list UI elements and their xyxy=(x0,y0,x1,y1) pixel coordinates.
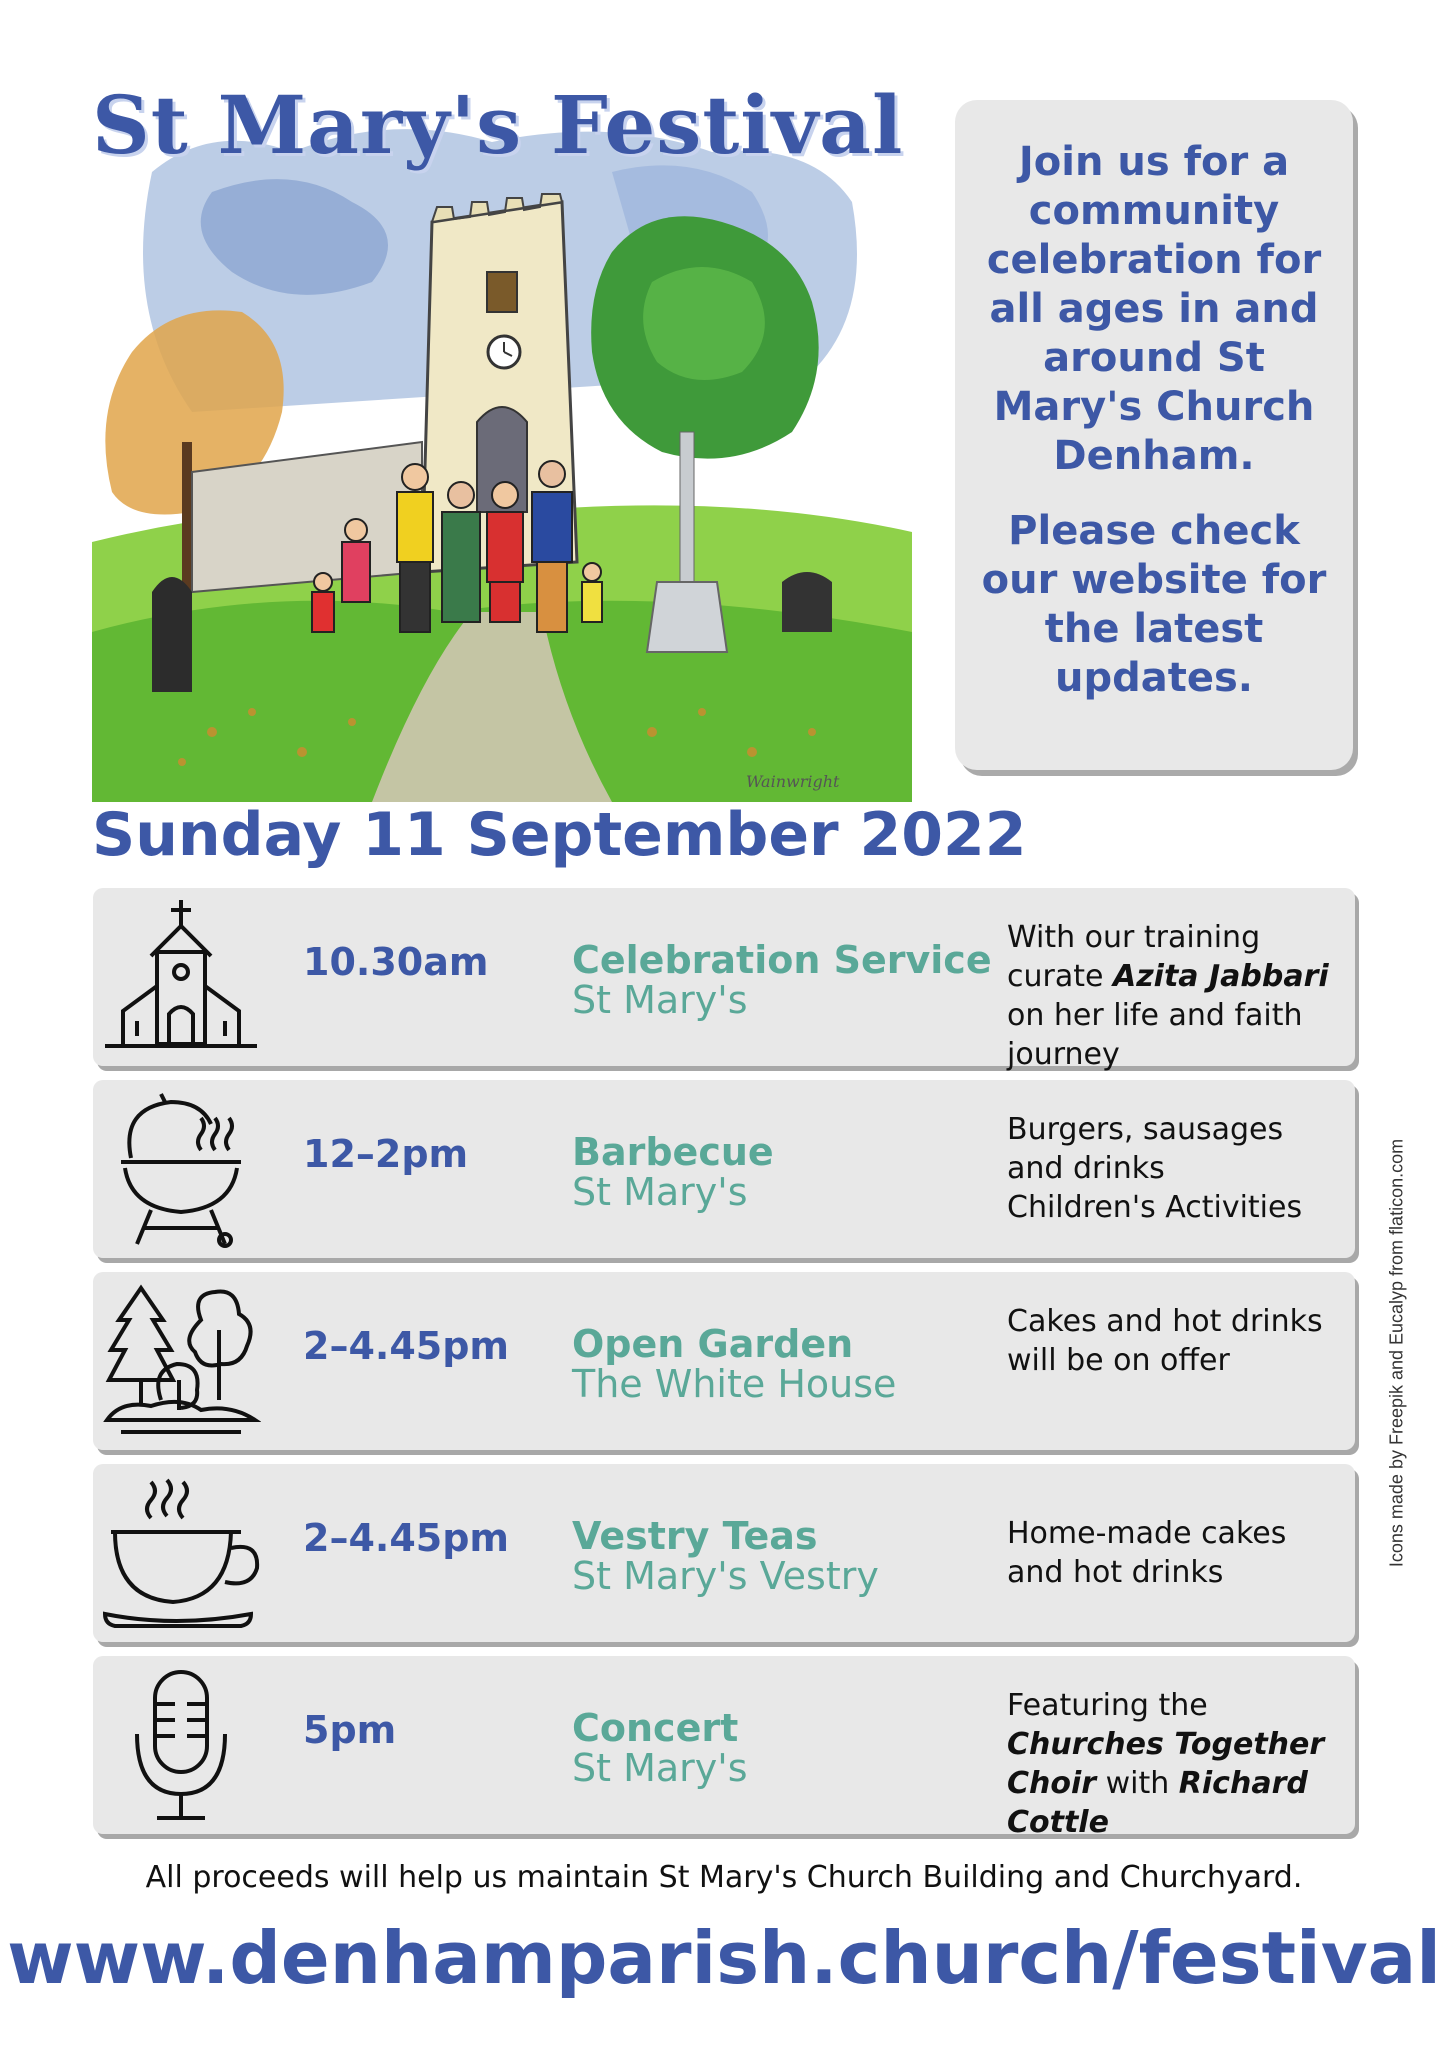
event-description xyxy=(1007,918,1347,1074)
event-time: 2–4.45pm xyxy=(303,1324,509,1368)
website-url: www.denhamparish.church/festival xyxy=(7,1916,1441,2000)
event-description: Cakes and hot drinks will be on offer xyxy=(1007,1304,1323,1378)
event-venue: St Mary's xyxy=(572,1170,748,1214)
microphone-icon xyxy=(101,1664,261,1826)
event-description xyxy=(1007,1110,1347,1227)
event-name: Barbecue xyxy=(572,1130,774,1174)
barbecue-icon xyxy=(101,1088,261,1250)
event-name: Celebration Service xyxy=(572,938,992,982)
event-time: 5pm xyxy=(303,1708,397,1752)
desc-text: With our training curate xyxy=(1007,920,1261,994)
event-row-concert xyxy=(93,1656,1355,1840)
info-box xyxy=(955,100,1353,770)
event-name: Open Garden xyxy=(572,1322,854,1366)
event-date: Sunday 11 September 2022 xyxy=(92,800,1027,870)
artist-signature: Wainwright xyxy=(746,772,840,791)
proceeds-note: All proceeds will help us maintain St Mary's Church Building and Churchyard. xyxy=(145,1860,1303,1895)
icon-credit-text: Icons made by Freepik and Eucalyp from flaticon.com xyxy=(1386,1138,1407,1568)
garden-icon xyxy=(101,1280,261,1442)
event-row-garden xyxy=(93,1272,1355,1450)
desc-text: Featuring the xyxy=(1007,1688,1208,1723)
choir-name: Churches Together Choir xyxy=(1007,1727,1325,1801)
event-venue: St Mary's xyxy=(572,978,748,1022)
desc-text: on her life and faith journey xyxy=(1007,998,1303,1072)
teacup-icon xyxy=(101,1472,261,1634)
info-website-note: Please check our website for the latest updates. xyxy=(981,508,1327,701)
church-illustration xyxy=(92,112,912,802)
event-venue: The White House xyxy=(572,1362,897,1406)
event-description: Home-made cakes and hot drinks xyxy=(1007,1516,1287,1590)
event-name: Concert xyxy=(572,1706,739,1750)
desc-activities: Children's Activities xyxy=(1007,1190,1303,1225)
desc-text: with xyxy=(1096,1766,1179,1801)
event-name: Vestry Teas xyxy=(572,1514,818,1558)
performer-name: Richard Cottle xyxy=(1007,1766,1308,1840)
info-invitation: Join us for a community celebration for all ages in and around St Mary's Church Denham. xyxy=(986,139,1322,479)
curate-name: Azita Jabbari xyxy=(1112,959,1329,994)
event-row-service xyxy=(93,888,1355,1072)
event-time: 2–4.45pm xyxy=(303,1516,509,1560)
desc-text: Burgers, sausages and drinks xyxy=(1007,1112,1284,1186)
festival-title: St Mary's Festival xyxy=(92,78,904,172)
event-row-barbecue xyxy=(93,1080,1355,1258)
icon-credit xyxy=(1382,1103,1412,1603)
event-venue: St Mary's Vestry xyxy=(572,1554,879,1598)
event-description xyxy=(1007,1686,1347,1842)
event-row-teas xyxy=(93,1464,1355,1642)
event-time: 10.30am xyxy=(303,940,489,984)
event-time: 12–2pm xyxy=(303,1132,469,1176)
event-venue: St Mary's xyxy=(572,1746,748,1790)
church-icon xyxy=(101,896,261,1058)
